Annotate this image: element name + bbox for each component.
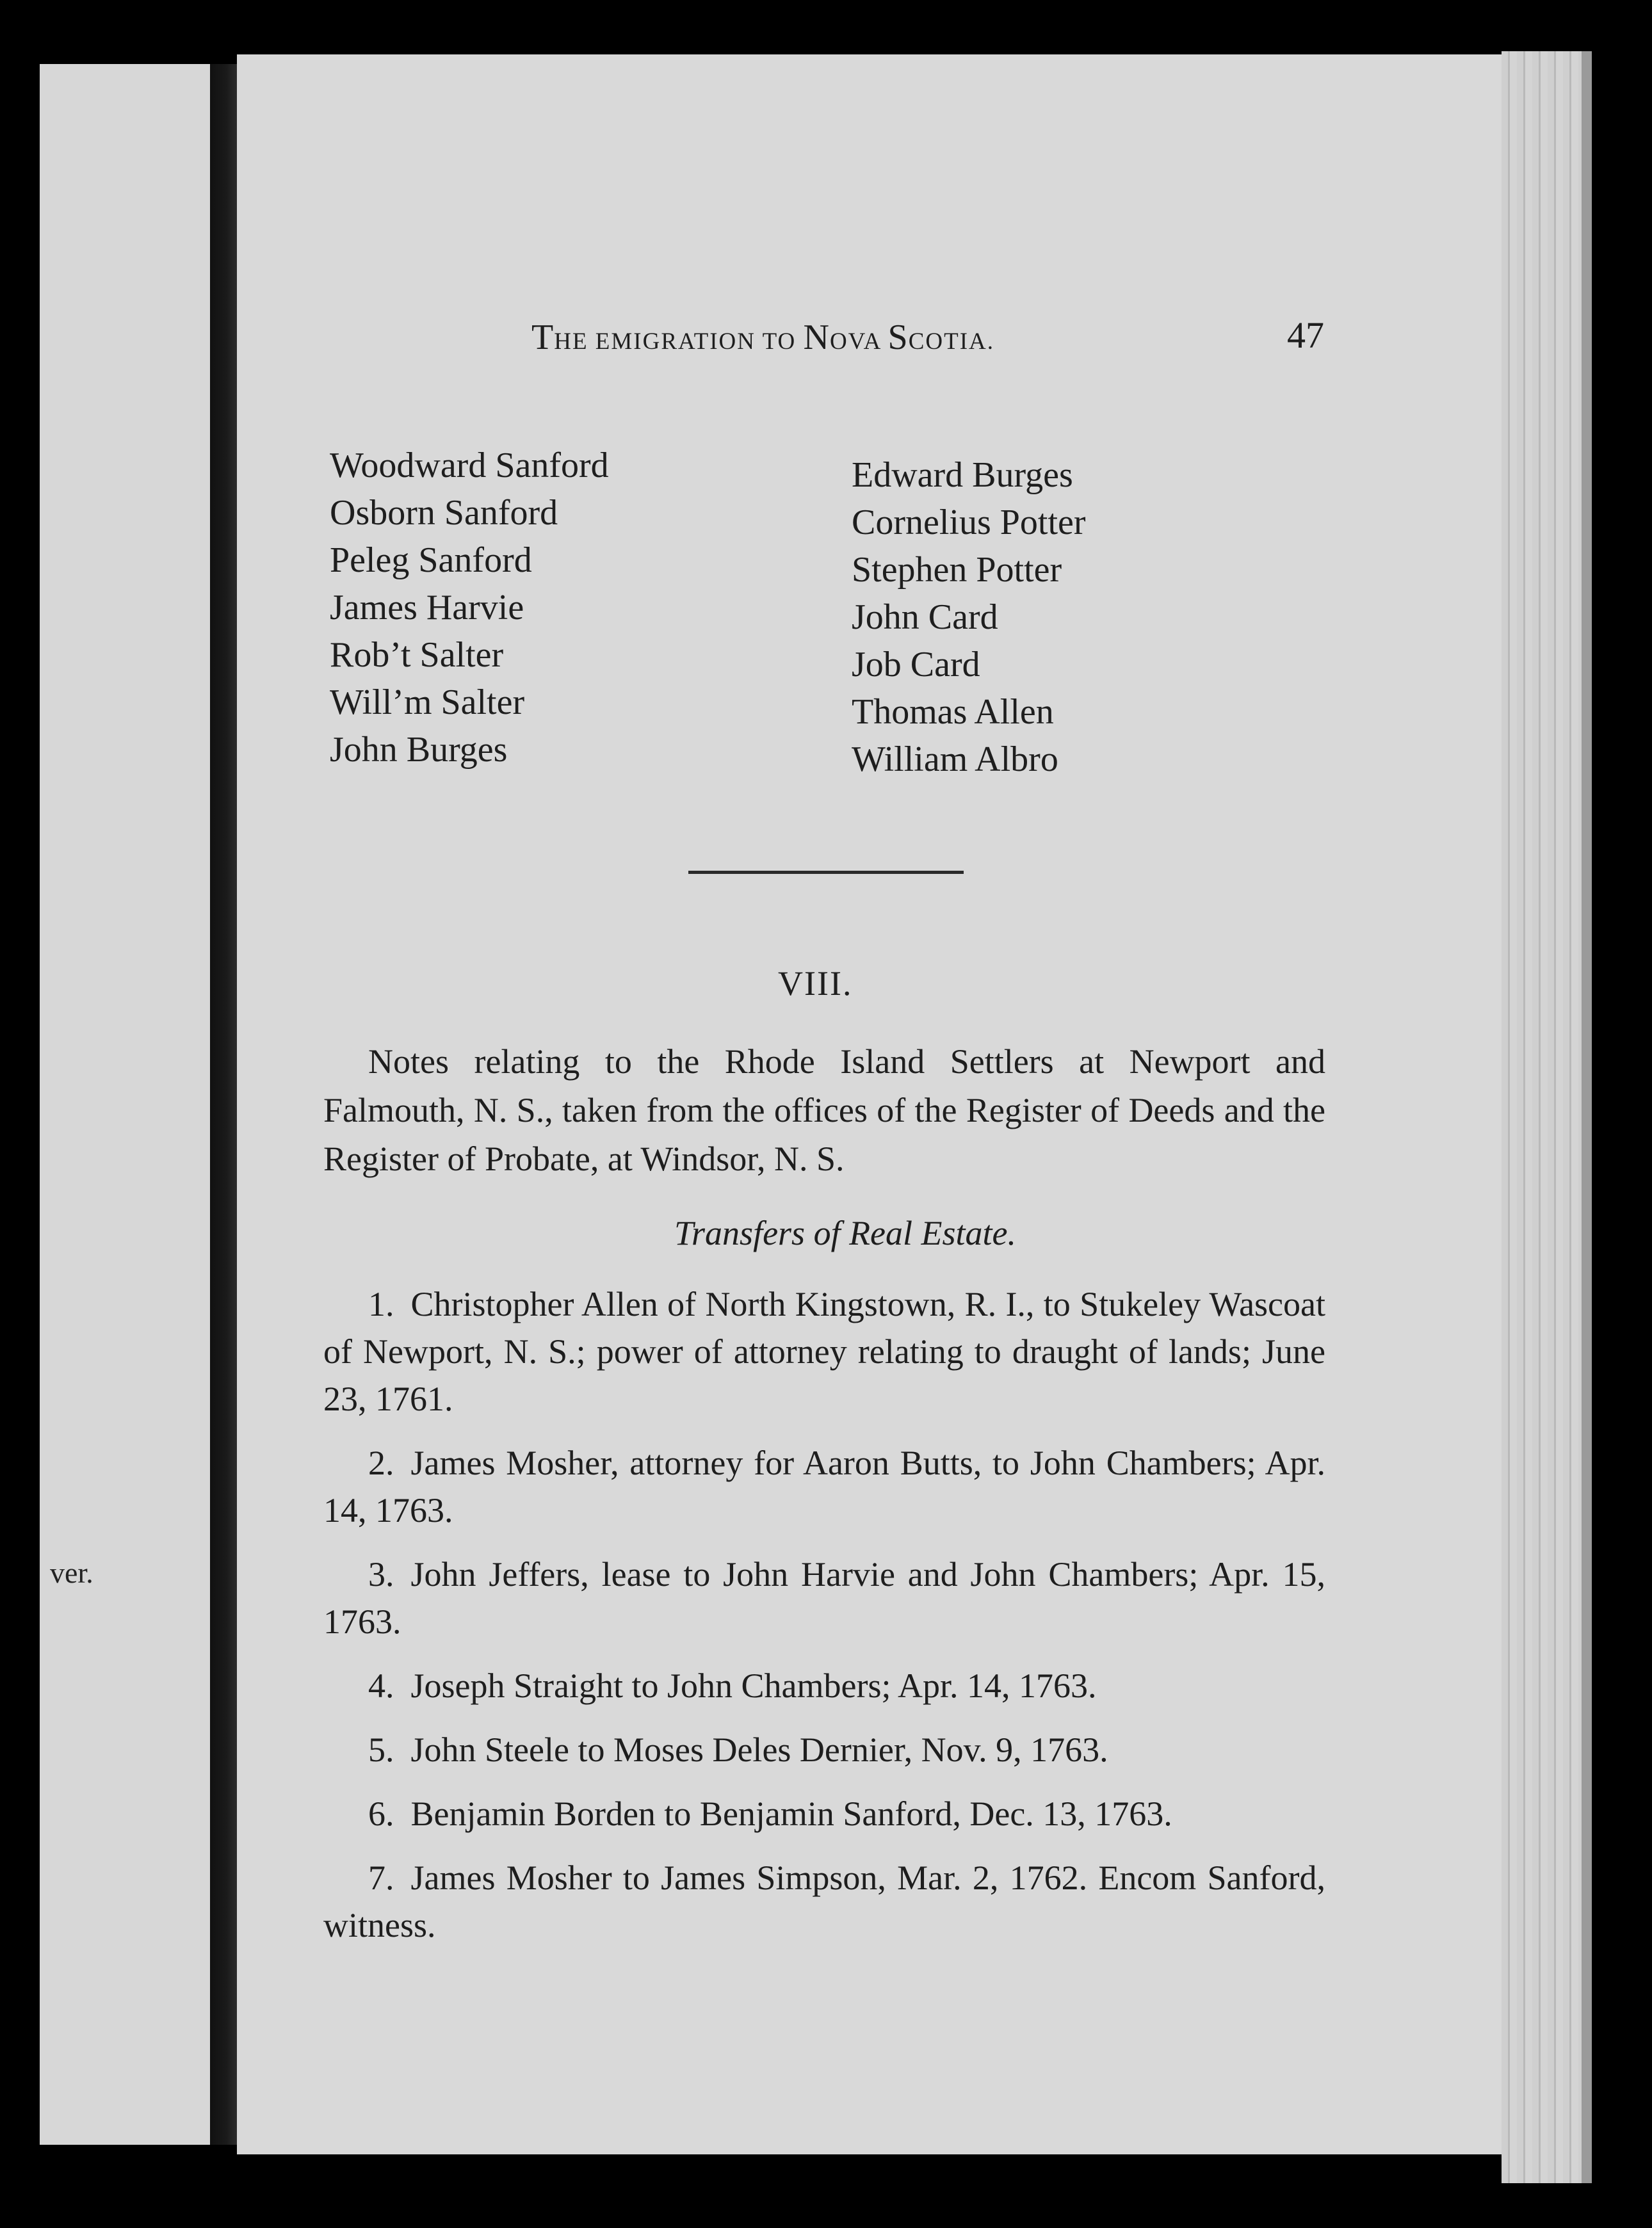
section-numeral: VIII. bbox=[778, 964, 853, 1003]
transfer-entry: 1. Christopher Allen of North Kingstown, R. I., to Stukeley Wascoat of Newport, N. S.; power of attorney relating to draught of lands; June 23, 1761. bbox=[323, 1285, 1325, 1418]
name-entry: John Card bbox=[852, 597, 998, 637]
transfer-list bbox=[323, 1280, 1325, 1966]
name-entry: William Albro bbox=[852, 739, 1058, 779]
book-gutter bbox=[210, 64, 237, 2145]
name-entry: Job Card bbox=[852, 645, 980, 684]
transfer-entry: 5. John Steele to Moses Deles Dernier, Nov. 9, 1763. bbox=[368, 1731, 1108, 1769]
name-entry: Thomas Allen bbox=[852, 692, 1054, 732]
name-entry: James Harvie bbox=[330, 588, 524, 627]
facing-page-fragment: ver. bbox=[50, 1556, 93, 1589]
name-entry: Osborn Sanford bbox=[330, 493, 558, 533]
running-header: THE EMIGRATION TO NOVA SCOTIA. bbox=[531, 318, 994, 357]
transfer-entry: 2. James Mosher, attorney for Aaron Butts, to John Chambers; Apr. 14, 1763. bbox=[323, 1444, 1325, 1530]
page-edges bbox=[1502, 51, 1582, 2183]
names-column-left bbox=[330, 442, 609, 773]
page-edges-shadow bbox=[1582, 51, 1592, 2183]
transfer-entry: 6. Benjamin Borden to Benjamin Sanford, Dec. 13, 1763. bbox=[368, 1795, 1172, 1833]
name-entry: Rob’t Salter bbox=[330, 635, 504, 675]
name-entry: Woodward Sanford bbox=[330, 446, 609, 485]
name-entry: Stephen Potter bbox=[852, 550, 1062, 590]
section-divider bbox=[688, 871, 964, 874]
facing-page bbox=[40, 64, 210, 2145]
name-entry: Cornelius Potter bbox=[852, 503, 1086, 542]
transfer-entry: 7. James Mosher to James Simpson, Mar. 2, 1762. Encom Sanford, witness. bbox=[323, 1859, 1325, 1944]
transfer-entry: 3. John Jeffers, lease to John Harvie and John Chambers; Apr. 15, 1763. bbox=[323, 1555, 1325, 1641]
name-entry: John Burges bbox=[330, 730, 508, 770]
transfer-entry: 4. Joseph Straight to John Chambers; Apr. 14, 1763. bbox=[368, 1667, 1097, 1705]
name-entry: Edward Burges bbox=[852, 455, 1073, 495]
subheading: Transfers of Real Estate. bbox=[674, 1214, 1016, 1252]
names-column-right bbox=[852, 451, 1086, 783]
page-number: 47 bbox=[1287, 314, 1324, 356]
name-entry: Peleg Sanford bbox=[330, 540, 532, 580]
section-intro: Notes relating to the Rhode Island Settlers at Newport and Falmouth, N. S., taken from the offices of the Register of Deeds and the Register of Probate, at Windsor, N. S. bbox=[323, 1042, 1325, 1178]
name-entry: Will’m Salter bbox=[330, 682, 525, 722]
